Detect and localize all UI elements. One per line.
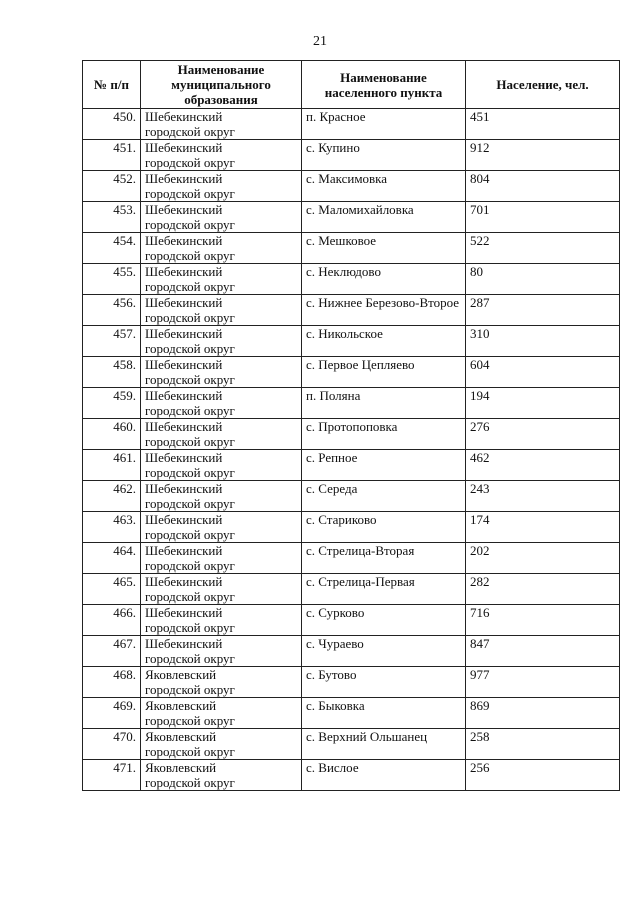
- table-row: [83, 357, 620, 388]
- row-number: [83, 109, 141, 140]
- settlement-cell-text: с. Купино: [306, 140, 360, 155]
- settlement-cell: [302, 419, 466, 450]
- row-number-text: 467.: [113, 636, 136, 651]
- settlement-cell-text: п. Поляна: [306, 388, 361, 403]
- population-cell-text: 287: [470, 295, 490, 310]
- settlement-cell: [302, 109, 466, 140]
- row-number: [83, 171, 141, 202]
- table-body: [83, 109, 620, 791]
- row-number: [83, 760, 141, 791]
- row-number-text: 463.: [113, 512, 136, 527]
- municipality-cell: [141, 760, 302, 791]
- table-row: [83, 171, 620, 202]
- municipality-cell: [141, 295, 302, 326]
- settlement-cell-text: с. Бутово: [306, 667, 357, 682]
- row-number: [83, 233, 141, 264]
- row-number: [83, 357, 141, 388]
- municipality-cell-text: Шебекинский городской округ: [145, 233, 235, 263]
- row-number: [83, 140, 141, 171]
- table-row: [83, 388, 620, 419]
- municipality-cell-text: Шебекинский городской округ: [145, 140, 235, 170]
- row-number-text: 458.: [113, 357, 136, 372]
- row-number-text: 454.: [113, 233, 136, 248]
- population-cell: [466, 419, 620, 450]
- table-row: [83, 109, 620, 140]
- municipality-cell: [141, 171, 302, 202]
- municipality-cell: [141, 202, 302, 233]
- row-number: [83, 202, 141, 233]
- municipality-cell-text: Шебекинский городской округ: [145, 419, 235, 449]
- row-number: [83, 698, 141, 729]
- population-cell: [466, 667, 620, 698]
- settlement-cell-text: с. Протопоповка: [306, 419, 398, 434]
- settlement-cell: [302, 326, 466, 357]
- population-cell-text: 258: [470, 729, 490, 744]
- municipality-cell: [141, 481, 302, 512]
- population-cell: [466, 388, 620, 419]
- row-number-text: 469.: [113, 698, 136, 713]
- population-cell: [466, 140, 620, 171]
- municipality-cell: [141, 264, 302, 295]
- table-header-row: [83, 61, 620, 109]
- population-cell-text: 869: [470, 698, 490, 713]
- settlement-cell-text: с. Маломихайловка: [306, 202, 414, 217]
- settlement-cell: [302, 698, 466, 729]
- municipality-cell-text: Шебекинский городской округ: [145, 543, 235, 573]
- population-cell: [466, 760, 620, 791]
- settlement-cell: [302, 574, 466, 605]
- header-municipality: Наименование муниципального образования: [141, 61, 302, 109]
- row-number: [83, 388, 141, 419]
- population-cell-text: 716: [470, 605, 490, 620]
- header-population: Население, чел.: [466, 61, 620, 109]
- municipality-cell-text: Шебекинский городской округ: [145, 295, 235, 325]
- settlement-cell: [302, 295, 466, 326]
- row-number-text: 459.: [113, 388, 136, 403]
- population-cell: [466, 450, 620, 481]
- table-row: [83, 419, 620, 450]
- settlement-cell-text: с. Стариково: [306, 512, 377, 527]
- municipality-cell: [141, 667, 302, 698]
- page-number: 21: [313, 34, 327, 49]
- population-cell-text: 977: [470, 667, 490, 682]
- settlement-cell-text: с. Стрелица-Первая: [306, 574, 415, 589]
- settlement-cell: [302, 667, 466, 698]
- population-cell: [466, 543, 620, 574]
- population-cell-text: 604: [470, 357, 490, 372]
- settlement-cell-text: с. Никольское: [306, 326, 383, 341]
- municipality-cell-text: Яковлевский городской округ: [145, 760, 235, 790]
- table-row: [83, 264, 620, 295]
- municipality-cell: [141, 450, 302, 481]
- municipality-cell: [141, 357, 302, 388]
- settlement-cell: [302, 729, 466, 760]
- population-cell: [466, 698, 620, 729]
- header-settlement: Наименование населенного пункта: [302, 61, 466, 109]
- municipality-cell: [141, 698, 302, 729]
- settlement-cell-text: с. Нижнее Березово-Второе: [306, 295, 460, 310]
- settlement-cell-text: с. Верхний Ольшанец: [306, 729, 428, 744]
- settlement-cell-text: с. Максимовка: [306, 171, 388, 186]
- population-cell: [466, 481, 620, 512]
- row-number-text: 452.: [113, 171, 136, 186]
- row-number: [83, 605, 141, 636]
- table-row: [83, 574, 620, 605]
- municipality-cell: [141, 729, 302, 760]
- settlement-cell-text: с. Быковка: [306, 698, 365, 713]
- population-cell-text: 282: [470, 574, 490, 589]
- municipality-cell-text: Шебекинский городской округ: [145, 512, 235, 542]
- municipality-cell: [141, 605, 302, 636]
- table-row: [83, 543, 620, 574]
- table-row: [83, 512, 620, 543]
- row-number-text: 470.: [113, 729, 136, 744]
- table-row: [83, 202, 620, 233]
- population-cell-text: 804: [470, 171, 490, 186]
- population-cell-text: 194: [470, 388, 490, 403]
- municipality-cell-text: Шебекинский городской округ: [145, 574, 235, 604]
- population-cell: [466, 202, 620, 233]
- settlement-cell: [302, 357, 466, 388]
- row-number: [83, 481, 141, 512]
- population-cell: [466, 605, 620, 636]
- row-number: [83, 574, 141, 605]
- municipality-cell-text: Шебекинский городской округ: [145, 481, 235, 511]
- table-row: [83, 295, 620, 326]
- settlement-cell: [302, 636, 466, 667]
- settlement-cell: [302, 264, 466, 295]
- settlement-cell: [302, 543, 466, 574]
- municipality-cell: [141, 543, 302, 574]
- table-row: [83, 605, 620, 636]
- population-cell-text: 701: [470, 202, 490, 217]
- settlement-cell-text: с. Стрелица-Вторая: [306, 543, 415, 558]
- row-number-text: 451.: [113, 140, 136, 155]
- settlement-cell: [302, 388, 466, 419]
- table-row: [83, 140, 620, 171]
- table-row: [83, 326, 620, 357]
- table-row: [83, 636, 620, 667]
- population-cell: [466, 171, 620, 202]
- row-number: [83, 667, 141, 698]
- settlement-cell: [302, 171, 466, 202]
- municipality-cell-text: Шебекинский городской округ: [145, 171, 235, 201]
- municipality-cell-text: Шебекинский городской округ: [145, 357, 235, 387]
- municipality-cell-text: Яковлевский городской округ: [145, 667, 235, 697]
- row-number-text: 465.: [113, 574, 136, 589]
- population-cell: [466, 574, 620, 605]
- table-row: [83, 450, 620, 481]
- settlement-cell-text: с. Середа: [306, 481, 358, 496]
- settlement-cell: [302, 760, 466, 791]
- municipality-cell-text: Шебекинский городской округ: [145, 388, 235, 418]
- population-cell-text: 912: [470, 140, 490, 155]
- population-cell: [466, 295, 620, 326]
- row-number: [83, 326, 141, 357]
- population-cell-text: 310: [470, 326, 490, 341]
- row-number-text: 464.: [113, 543, 136, 558]
- settlements-table: [82, 60, 620, 791]
- population-cell: [466, 512, 620, 543]
- row-number: [83, 543, 141, 574]
- settlement-cell: [302, 233, 466, 264]
- population-cell: [466, 729, 620, 760]
- row-number-text: 450.: [113, 109, 136, 124]
- population-cell-text: 174: [470, 512, 490, 527]
- population-cell-text: 451: [470, 109, 490, 124]
- population-cell-text: 847: [470, 636, 490, 651]
- row-number-text: 466.: [113, 605, 136, 620]
- settlement-cell-text: с. Неклюдово: [306, 264, 381, 279]
- settlement-cell: [302, 140, 466, 171]
- table-row: [83, 667, 620, 698]
- population-cell: [466, 109, 620, 140]
- municipality-cell-text: Шебекинский городской округ: [145, 326, 235, 356]
- settlement-cell: [302, 202, 466, 233]
- municipality-cell: [141, 326, 302, 357]
- row-number: [83, 419, 141, 450]
- settlement-cell-text: с. Репное: [306, 450, 358, 465]
- header-num: № п/п: [83, 61, 141, 109]
- population-cell: [466, 357, 620, 388]
- row-number-text: 456.: [113, 295, 136, 310]
- municipality-cell-text: Шебекинский городской округ: [145, 636, 235, 666]
- population-cell: [466, 326, 620, 357]
- settlement-cell-text: с. Сурково: [306, 605, 365, 620]
- row-number-text: 453.: [113, 202, 136, 217]
- row-number-text: 457.: [113, 326, 136, 341]
- population-cell-text: 522: [470, 233, 490, 248]
- municipality-cell: [141, 512, 302, 543]
- municipality-cell: [141, 636, 302, 667]
- row-number-text: 460.: [113, 419, 136, 434]
- municipality-cell-text: Шебекинский городской округ: [145, 264, 235, 294]
- population-cell-text: 276: [470, 419, 490, 434]
- population-cell-text: 243: [470, 481, 490, 496]
- row-number: [83, 636, 141, 667]
- settlement-cell-text: п. Красное: [306, 109, 366, 124]
- row-number-text: 468.: [113, 667, 136, 682]
- population-cell-text: 256: [470, 760, 490, 775]
- table-row: [83, 760, 620, 791]
- table-row: [83, 698, 620, 729]
- table-row: [83, 481, 620, 512]
- population-cell-text: 80: [470, 264, 483, 279]
- row-number-text: 462.: [113, 481, 136, 496]
- row-number-text: 461.: [113, 450, 136, 465]
- row-number-text: 455.: [113, 264, 136, 279]
- population-cell-text: 462: [470, 450, 490, 465]
- municipality-cell: [141, 419, 302, 450]
- municipality-cell-text: Шебекинский городской округ: [145, 450, 235, 480]
- municipality-cell-text: Шебекинский городской округ: [145, 202, 235, 232]
- row-number: [83, 264, 141, 295]
- settlement-cell-text: с. Первое Цепляево: [306, 357, 415, 372]
- settlement-cell-text: с. Чураево: [306, 636, 364, 651]
- settlement-cell-text: с. Мешковое: [306, 233, 377, 248]
- settlement-cell: [302, 481, 466, 512]
- settlement-cell: [302, 512, 466, 543]
- row-number: [83, 295, 141, 326]
- municipality-cell-text: Шебекинский городской округ: [145, 109, 235, 139]
- row-number: [83, 729, 141, 760]
- municipality-cell: [141, 574, 302, 605]
- municipality-cell-text: Яковлевский городской округ: [145, 729, 235, 759]
- population-cell-text: 202: [470, 543, 490, 558]
- row-number: [83, 450, 141, 481]
- municipality-cell: [141, 388, 302, 419]
- row-number-text: 471.: [113, 760, 136, 775]
- municipality-cell: [141, 109, 302, 140]
- population-cell: [466, 264, 620, 295]
- table-row: [83, 729, 620, 760]
- municipality-cell-text: Шебекинский городской округ: [145, 605, 235, 635]
- table-row: [83, 233, 620, 264]
- population-cell: [466, 636, 620, 667]
- row-number: [83, 512, 141, 543]
- population-cell: [466, 233, 620, 264]
- settlement-cell: [302, 450, 466, 481]
- municipality-cell-text: Яковлевский городской округ: [145, 698, 235, 728]
- municipality-cell: [141, 233, 302, 264]
- settlement-cell-text: с. Вислое: [306, 760, 359, 775]
- municipality-cell: [141, 140, 302, 171]
- settlement-cell: [302, 605, 466, 636]
